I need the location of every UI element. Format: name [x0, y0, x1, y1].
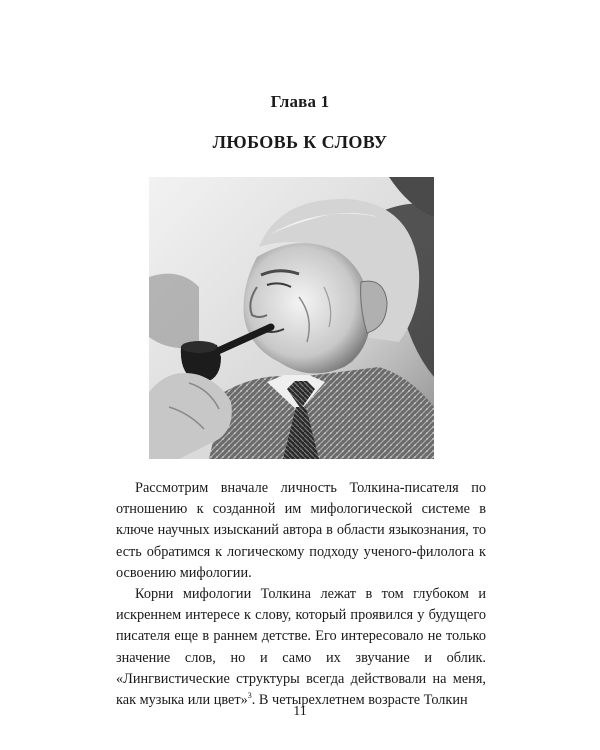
- chapter-title: ЛЮБОВЬ К СЛОВУ: [212, 132, 388, 152]
- paragraph-text-tail: . В четырехлетнем возрасте Толкин: [251, 692, 468, 709]
- paragraph: [116, 584, 486, 711]
- paragraph-text: Корни мифологии Толкина лежат в том глубоком и искреннем интересе к слову, который проявился у будущего писателя еще в раннем детстве. Его интересовало не только значение слов, но и само их звучание и облик. «Лингвистические структуры всегда действовали на меня, как музыка или цвет»: [116, 586, 486, 709]
- chapter-label: Глава 1: [270, 92, 330, 111]
- page-number: 11: [293, 704, 307, 719]
- paragraph: [116, 478, 486, 584]
- author-portrait-photo: [149, 177, 434, 459]
- paragraph-text: Рассмотрим вначале личность Толкина-писателя по отношению к созданной им мифологической системе в ключе научных изысканий автора в области языкознания, то есть обратимся к логическому подходу ученого-филолога к освоению мифологии.: [116, 480, 486, 581]
- body-text: [116, 478, 486, 711]
- footnote-mark[interactable]: 3: [247, 691, 252, 701]
